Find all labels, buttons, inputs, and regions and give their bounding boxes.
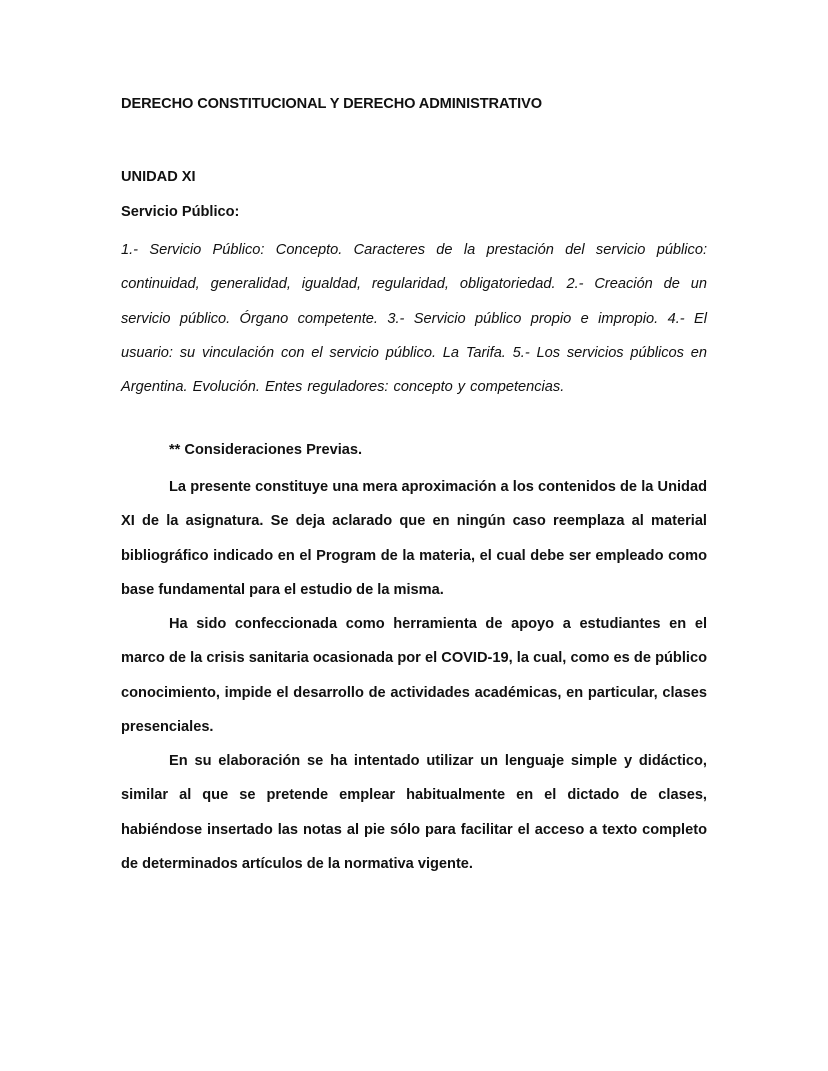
considerations-heading: ** Consideraciones Previas. [169, 442, 363, 458]
section-heading: Servicio Público: [121, 204, 240, 220]
document-title: DERECHO CONSTITUCIONAL Y DERECHO ADMINISTRATIVO [121, 96, 542, 112]
body-paragraph: La presente constituye una mera aproximación a los contenidos de la Unidad XI de la asignatura. Se deja aclarado que en ningún caso reemplaza al material bibliográfico indicado en el Program de la materia, el cual debe ser empleado como base fundamental para el estudio de la misma. [121, 479, 707, 598]
unit-heading: UNIDAD XI [121, 169, 196, 185]
body-paragraph: En su elaboración se ha intentado utilizar un lenguaje simple y didáctico, similar al que se pretende emplear habitualmente en el dictado de clases, habiéndose insertado las notas al pie sólo para facilitar el acceso a texto completo de determinados artículos de la normativa vigente. [121, 753, 707, 872]
body-paragraph: Ha sido confeccionada como herramienta de apoyo a estudiantes en el marco de la crisis sanitaria ocasionada por el COVID-19, la cual, como es de público conocimiento, impide el desarrollo de actividades académicas, en particular, clases presenciales. [121, 616, 707, 735]
syllabus-paragraph: 1.- Servicio Público: Concepto. Caracteres de la prestación del servicio público: continuidad, generalidad, igualdad, regularidad, obligatoriedad. 2.- Creación de un servicio público. Órgano competente. 3.- Servicio público propio e impropio. 4.- El usuario: su vinculación con el servicio público. La Tarifa. 5.- Los servicios públicos en Argentina. Evolución. Entes reguladores: concepto y competencias. [121, 242, 707, 396]
